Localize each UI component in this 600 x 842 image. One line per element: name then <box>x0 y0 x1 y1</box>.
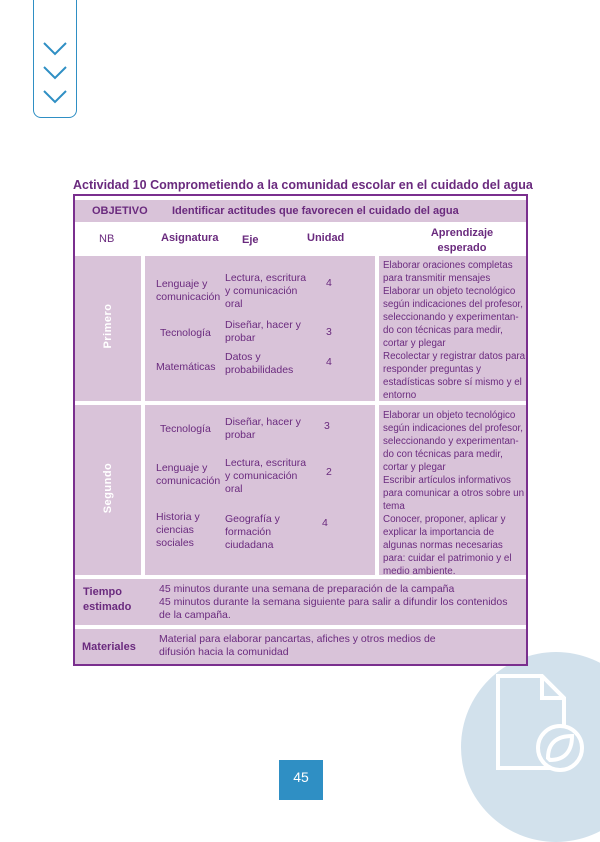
primero-label: Primero <box>102 303 114 349</box>
activity-table <box>73 194 528 666</box>
chevron-down-icon <box>42 41 68 57</box>
segundo-aprendizaje: Elaborar un objeto tecnológico según indicaciones del profesor, seleccionando y experimentan-do con técnicas para medir, cortar y plegar Escribir artículos informativos para comunicar a otros sobre un tema Conocer, proponer, aplicar y explicar la importancia de algunas normas necesarias para: cuidar el patrimonio y el medio ambiente. <box>383 410 525 577</box>
primero-eje-3: Datos y probabilidades <box>225 351 294 376</box>
header-eje: Eje <box>242 234 259 246</box>
segundo-asignatura-3: Historia y ciencias sociales <box>156 511 200 549</box>
segundo-unidad-3: 4 <box>322 517 328 529</box>
primero-eje-2: Diseñar, hacer y probar <box>225 319 301 344</box>
activity-title: Actividad 10 Comprometiendo a la comunidad escolar en el cuidado del agua <box>73 178 533 192</box>
segundo-eje-2: Lectura, escritura y comunicación oral <box>225 457 307 495</box>
segundo-eje-1: Diseñar, hacer y probar <box>225 416 301 441</box>
segundo-asignatura-1: Tecnología <box>160 423 211 435</box>
document-leaf-icon <box>490 672 586 776</box>
tiempo-text: 45 minutos durante una semana de preparación de la campaña 45 minutos durante la semana siguiente para salir a difundir los contenidos de la campaña. <box>159 583 508 621</box>
chevron-down-icon <box>42 65 68 81</box>
primero-asignatura-2: Tecnología <box>160 327 211 339</box>
segundo-asignatura-2: Lenguaje y comunicación <box>156 462 221 487</box>
chevron-down-icon <box>42 89 68 105</box>
segundo-unidad-2: 2 <box>326 466 332 478</box>
primero-asignatura-3: Matemáticas <box>156 361 216 373</box>
tiempo-label: Tiempo estimado <box>83 586 132 613</box>
objetivo-text: Identificar actitudes que favorecen el cuidado del agua <box>172 205 459 217</box>
header-nb: NB <box>99 233 115 245</box>
materiales-label: Materiales <box>82 641 136 653</box>
objetivo-label: OBJETIVO <box>92 205 148 217</box>
primero-aprendizaje: Elaborar oraciones completas para transmitir mensajes Elaborar un objeto tecnológico según indicaciones del profesor, seleccionando y experimentan-do con técnicas para medir, cortar y plegar Recolectar y registrar datos para responder preguntas y estadísticas sobre sí mismo y el entorno <box>383 260 526 401</box>
primero-unidad-3: 4 <box>326 356 332 368</box>
primero-asignatura-1: Lenguaje y comunicación <box>156 278 221 303</box>
segundo-label: Segundo <box>102 462 114 514</box>
header-unidad: Unidad <box>307 232 345 244</box>
segundo-unidad-1: 3 <box>324 420 330 432</box>
header-aprendizaje: Aprendizaje esperado <box>430 227 494 254</box>
segundo-eje-3: Geografía y formación ciudadana <box>225 513 280 551</box>
primero-unidad-2: 3 <box>326 326 332 338</box>
materiales-text: Material para elaborar pancartas, afiches y otros medios de difusión hacia la comunidad <box>159 633 436 658</box>
header-asignatura: Asignatura <box>161 232 219 244</box>
page-number: 45 <box>279 760 323 800</box>
side-chevron-box <box>33 0 77 118</box>
primero-unidad-1: 4 <box>326 277 332 289</box>
primero-eje-1: Lectura, escritura y comunicación oral <box>225 272 307 310</box>
